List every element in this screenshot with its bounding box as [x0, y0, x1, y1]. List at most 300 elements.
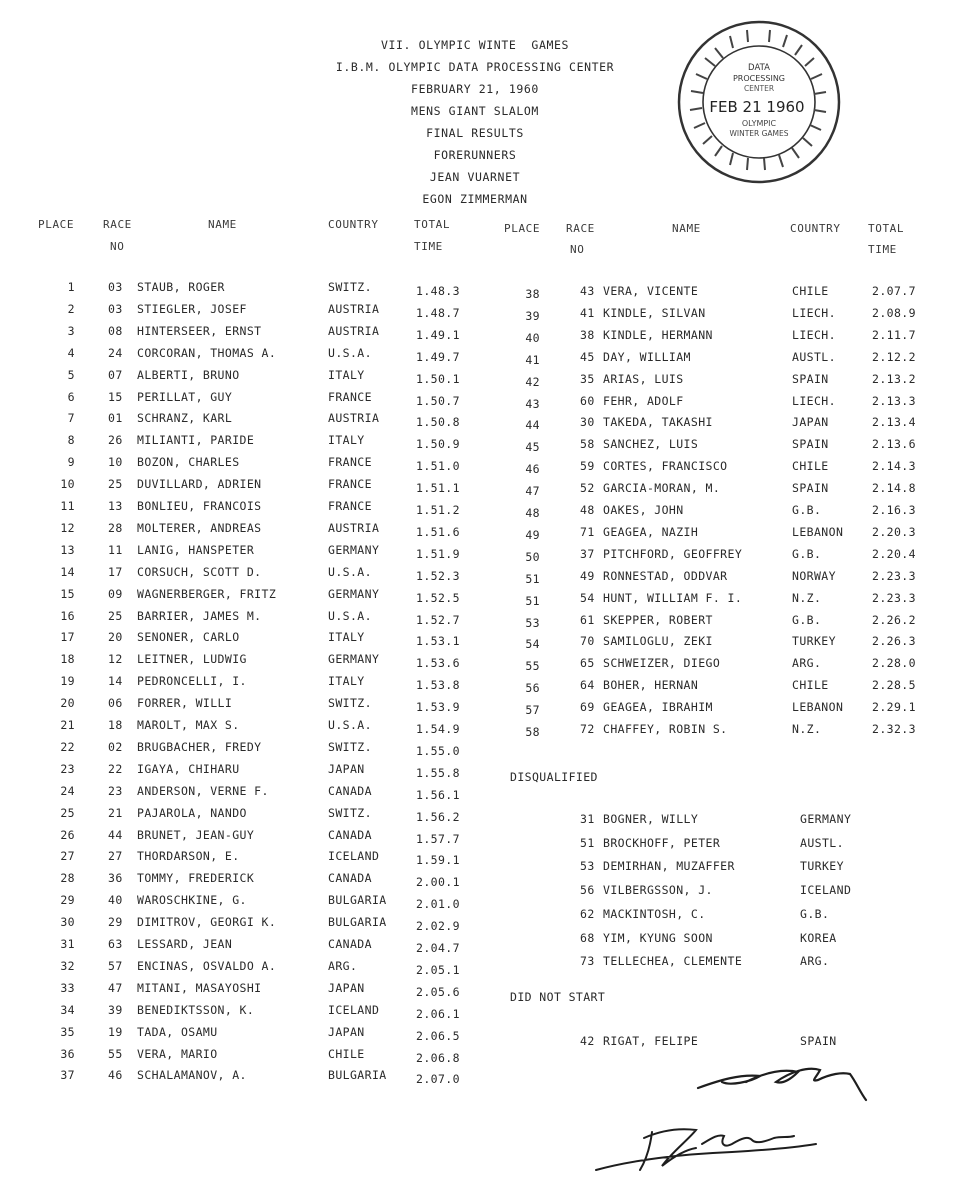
row-name: MOLTERER, ANDREAS: [137, 520, 262, 535]
row-place: 19: [60, 674, 75, 689]
row-place: 6: [67, 389, 75, 404]
row-time: 2.05.6: [416, 984, 460, 999]
row-name: SKEPPER, ROBERT: [603, 612, 713, 627]
row-place: 22: [60, 739, 75, 754]
row-place: 58: [525, 725, 540, 739]
row-place: 3: [67, 323, 75, 338]
row-name: STIEGLER, JOSEF: [137, 301, 247, 316]
row-name: BENEDIKTSSON, K.: [137, 1002, 255, 1017]
row-time: 2.07.0: [416, 1072, 460, 1087]
row-name: HINTERSEER, ERNST: [137, 323, 262, 338]
dq-country: KOREA: [800, 930, 837, 945]
row-country: FRANCE: [328, 499, 372, 513]
row-place: 48: [525, 506, 540, 520]
row-race-no: 20: [108, 630, 123, 645]
row-race-no: 36: [108, 871, 123, 886]
row-place: 15: [60, 586, 75, 601]
row-name: GEAGEA, IBRAHIM: [603, 700, 713, 715]
row-race-no: 10: [108, 455, 123, 470]
dq-name: TELLECHEA, CLEMENTE: [603, 954, 743, 969]
row-time: 2.28.0: [872, 656, 916, 671]
row-race-no: 18: [108, 718, 123, 732]
row-place: 44: [525, 418, 540, 433]
dns-name: RIGAT, FELIPE: [603, 1034, 699, 1048]
row-time: 1.48.3: [416, 284, 460, 298]
dq-name: VILBERGSSON, J.: [603, 883, 713, 898]
row-country: U.S.A.: [328, 345, 372, 360]
dq-country: ARG.: [800, 954, 830, 969]
row-place: 29: [60, 893, 75, 908]
row-time: 1.53.9: [416, 700, 460, 715]
row-race-no: 35: [580, 371, 595, 386]
row-race-no: 60: [580, 393, 595, 408]
row-place: 23: [60, 761, 75, 776]
dq-name: DEMIRHAN, MUZAFFER: [603, 859, 735, 874]
row-race-no: 46: [108, 1068, 123, 1083]
row-race-no: 03: [108, 280, 123, 294]
row-time: 2.11.7: [872, 327, 916, 342]
row-race-no: 24: [108, 345, 123, 360]
row-country: G.B.: [792, 503, 822, 517]
row-time: 2.14.3: [872, 459, 916, 474]
row-name: PERILLAT, GUY: [137, 389, 233, 404]
row-place: 26: [60, 827, 75, 842]
row-race-no: 25: [108, 477, 123, 492]
row-name: SAMILOGLU, ZEKI: [603, 634, 713, 649]
row-name: WAROSCHKINE, G.: [137, 893, 247, 908]
row-country: U.S.A.: [328, 608, 372, 623]
row-country: U.S.A.: [328, 564, 372, 579]
row-country: GERMANY: [328, 542, 380, 557]
dq-race-no: 31: [580, 812, 595, 826]
row-name: BONLIEU, FRANCOIS: [137, 499, 262, 513]
row-name: TOMMY, FREDERICK: [137, 871, 255, 886]
row-name: HUNT, WILLIAM F. I.: [603, 590, 743, 605]
row-country: LEBANON: [792, 524, 844, 539]
row-country: LIECH.: [792, 393, 836, 408]
row-place: 17: [60, 630, 75, 645]
row-name: MAROLT, MAX S.: [137, 718, 240, 732]
row-time: 2.13.4: [872, 415, 916, 430]
row-time: 1.53.8: [416, 678, 460, 693]
row-time: 1.52.5: [416, 590, 460, 605]
dns-race-no: 42: [580, 1034, 595, 1048]
row-name: IGAYA, CHIHARU: [137, 761, 240, 776]
row-time: 1.51.1: [416, 481, 460, 496]
row-time: 2.20.3: [872, 524, 916, 539]
row-time: 1.56.1: [416, 787, 460, 802]
dq-name: BOGNER, WILLY: [603, 812, 699, 826]
row-name: ENCINAS, OSVALDO A.: [137, 958, 277, 973]
row-country: CANADA: [328, 827, 372, 842]
row-race-no: 64: [580, 678, 595, 693]
row-place: 56: [525, 681, 540, 696]
row-name: ALBERTI, BRUNO: [137, 367, 240, 382]
row-place: 33: [60, 980, 75, 995]
row-place: 21: [60, 718, 75, 732]
row-race-no: 47: [108, 980, 123, 995]
row-race-no: 29: [108, 915, 123, 930]
row-country: GERMANY: [328, 652, 380, 667]
row-race-no: 37: [580, 546, 595, 561]
row-time: 2.23.3: [872, 590, 916, 605]
row-time: 2.02.9: [416, 919, 460, 934]
row-country: SWITZ.: [328, 696, 372, 711]
row-country: FRANCE: [328, 477, 372, 492]
row-country: SPAIN: [792, 481, 829, 496]
row-place: 45: [525, 440, 540, 455]
row-race-no: 22: [108, 761, 123, 776]
row-time: 1.51.6: [416, 524, 460, 539]
row-place: 4: [67, 345, 75, 360]
row-name: KINDLE, HERMANN: [603, 327, 713, 342]
right-header-country: COUNTRY: [790, 222, 841, 235]
row-country: N.Z.: [792, 590, 822, 605]
row-race-no: 61: [580, 612, 595, 627]
row-place: 32: [60, 958, 75, 973]
row-place: 46: [525, 462, 540, 477]
left-header-country: COUNTRY: [328, 218, 379, 231]
row-time: 1.51.0: [416, 459, 460, 474]
row-country: FRANCE: [328, 389, 372, 404]
row-place: 39: [525, 308, 540, 323]
right-header-race: RACE: [566, 222, 595, 235]
row-country: SPAIN: [792, 437, 829, 452]
row-country: AUSTRIA: [328, 411, 380, 426]
row-place: 7: [67, 411, 75, 426]
did-not-start-title: DID NOT START: [510, 990, 606, 1004]
row-place: 57: [525, 703, 540, 718]
row-place: 43: [525, 396, 540, 411]
row-race-no: 72: [580, 722, 595, 736]
row-name: BRUNET, JEAN-GUY: [137, 827, 255, 842]
left-header-race-no: NO: [110, 240, 125, 253]
row-race-no: 26: [108, 433, 123, 448]
row-country: AUSTRIA: [328, 323, 380, 338]
row-race-no: 65: [580, 656, 595, 671]
row-name: SCHALAMANOV, A.: [137, 1068, 247, 1083]
row-name: WAGNERBERGER, FRITZ: [137, 586, 277, 601]
row-time: 2.13.6: [872, 437, 916, 452]
row-race-no: 70: [580, 634, 595, 649]
row-time: 2.06.5: [416, 1028, 460, 1043]
dq-race-no: 53: [580, 859, 595, 874]
dq-race-no: 56: [580, 883, 595, 898]
row-place: 2: [67, 301, 75, 316]
row-country: CANADA: [328, 871, 372, 886]
header-line: VII. OLYMPIC WINTE GAMES: [380, 38, 570, 52]
row-name: FEHR, ADOLF: [603, 393, 684, 408]
row-place: 38: [525, 287, 540, 301]
row-country: BULGARIA: [328, 1068, 387, 1083]
row-country: G.B.: [792, 546, 822, 561]
row-time: 1.55.8: [416, 765, 460, 780]
row-place: 1: [67, 280, 75, 294]
row-time: 1.54.9: [416, 722, 460, 736]
row-time: 2.28.5: [872, 678, 916, 693]
row-time: 1.55.0: [416, 743, 460, 758]
row-race-no: 63: [108, 937, 123, 951]
dq-country: AUSTL.: [800, 835, 844, 850]
row-place: 12: [60, 520, 75, 535]
stamp-line2: PROCESSING: [732, 74, 786, 83]
row-place: 10: [60, 477, 75, 492]
row-race-no: 19: [108, 1024, 123, 1039]
row-race-no: 52: [580, 481, 595, 496]
row-race-no: 06: [108, 696, 123, 711]
row-time: 2.05.1: [416, 962, 460, 977]
row-place: 40: [525, 330, 540, 345]
dq-name: BROCKHOFF, PETER: [603, 835, 721, 850]
row-place: 54: [525, 637, 540, 652]
right-header-place: PLACE: [504, 222, 541, 235]
row-name: STAUB, ROGER: [137, 280, 225, 294]
row-place: 35: [60, 1024, 75, 1039]
row-name: ARIAS, LUIS: [603, 371, 684, 386]
stamp-line1: DATA: [748, 63, 770, 73]
row-country: TURKEY: [792, 634, 836, 649]
row-country: LEBANON: [792, 700, 844, 715]
row-name: OAKES, JOHN: [603, 503, 684, 517]
row-place: 30: [60, 915, 75, 930]
header-line: MENS GIANT SLALOM: [411, 104, 539, 118]
signature-bottom: [592, 1108, 822, 1188]
row-race-no: 57: [108, 958, 123, 973]
row-country: AUSTRIA: [328, 520, 380, 535]
row-place: 25: [60, 805, 75, 820]
row-race-no: 02: [108, 739, 123, 754]
row-place: 53: [525, 615, 540, 630]
left-header-name: NAME: [208, 218, 237, 231]
row-name: PAJAROLA, NANDO: [137, 805, 247, 820]
row-country: LIECH.: [792, 327, 836, 342]
row-race-no: 40: [108, 893, 123, 908]
row-name: FORRER, WILLI: [137, 696, 233, 711]
row-country: CHILE: [792, 459, 829, 474]
right-header-time: TIME: [868, 243, 897, 256]
row-place: 55: [525, 659, 540, 674]
row-name: LANIG, HANSPETER: [137, 542, 255, 557]
row-name: BARRIER, JAMES M.: [137, 608, 262, 623]
row-country: FRANCE: [328, 455, 372, 470]
row-country: SPAIN: [792, 371, 829, 386]
row-country: NORWAY: [792, 568, 836, 583]
row-race-no: 25: [108, 608, 123, 623]
dq-country: ICELAND: [800, 883, 852, 898]
row-place: 5: [67, 367, 75, 382]
row-place: 27: [60, 849, 75, 864]
row-country: BULGARIA: [328, 915, 387, 930]
row-name: CORCORAN, THOMAS A.: [137, 345, 277, 360]
row-country: SWITZ.: [328, 739, 372, 754]
row-place: 41: [525, 352, 540, 367]
row-time: 2.12.2: [872, 349, 916, 364]
row-name: SENONER, CARLO: [137, 630, 240, 645]
row-race-no: 01: [108, 411, 123, 426]
header-line: I.B.M. OLYMPIC DATA PROCESSING CENTER: [335, 60, 615, 74]
row-name: BOHER, HERNAN: [603, 678, 699, 693]
row-country: CHILE: [328, 1046, 365, 1061]
row-race-no: 45: [580, 349, 595, 364]
row-time: 1.50.8: [416, 415, 460, 430]
row-country: U.S.A.: [328, 718, 372, 732]
row-name: CORSUCH, SCOTT D.: [137, 564, 262, 579]
row-name: ANDERSON, VERNE F.: [137, 783, 269, 798]
row-place: 47: [525, 484, 540, 499]
dq-race-no: 68: [580, 930, 595, 945]
row-country: ICELAND: [328, 1002, 380, 1017]
left-header-time: TIME: [414, 240, 443, 253]
row-race-no: 27: [108, 849, 123, 864]
row-time: 2.16.3: [872, 503, 916, 517]
row-time: 1.53.1: [416, 634, 460, 649]
row-time: 2.13.3: [872, 393, 916, 408]
row-country: JAPAN: [328, 761, 365, 776]
row-time: 2.26.3: [872, 634, 916, 649]
row-time: 1.50.9: [416, 437, 460, 452]
row-race-no: 07: [108, 367, 123, 382]
row-race-no: 49: [580, 568, 595, 583]
row-country: ITALY: [328, 367, 365, 382]
row-country: AUSTRIA: [328, 301, 380, 316]
dq-race-no: 51: [580, 835, 595, 850]
row-country: N.Z.: [792, 722, 822, 736]
row-place: 34: [60, 1002, 75, 1017]
row-name: DUVILLARD, ADRIEN: [137, 477, 262, 492]
row-race-no: 59: [580, 459, 595, 474]
dns-country: SPAIN: [800, 1034, 837, 1048]
dq-country: TURKEY: [800, 859, 844, 874]
row-race-no: 38: [580, 327, 595, 342]
row-place: 31: [60, 937, 75, 951]
row-time: 2.08.9: [872, 305, 916, 320]
disqualified-title: DISQUALIFIED: [510, 770, 598, 784]
row-time: 2.14.8: [872, 481, 916, 496]
row-time: 2.06.1: [416, 1006, 460, 1021]
row-race-no: 28: [108, 520, 123, 535]
row-name: VERA, VICENTE: [603, 284, 699, 298]
row-race-no: 17: [108, 564, 123, 579]
row-name: VERA, MARIO: [137, 1046, 218, 1061]
signature-top: [690, 1052, 890, 1112]
row-race-no: 23: [108, 783, 123, 798]
row-time: 2.32.3: [872, 722, 916, 736]
row-race-no: 43: [580, 284, 595, 298]
row-time: 2.20.4: [872, 546, 916, 561]
row-time: 2.29.1: [872, 700, 916, 715]
header-line: JEAN VUARNET: [429, 170, 521, 184]
row-country: ICELAND: [328, 849, 380, 864]
row-name: MITANI, MASAYOSHI: [137, 980, 262, 995]
row-country: ITALY: [328, 433, 365, 448]
row-time: 2.26.2: [872, 612, 916, 627]
row-time: 1.50.7: [416, 393, 460, 408]
row-country: LIECH.: [792, 305, 836, 320]
left-header-total: TOTAL: [414, 218, 451, 231]
row-name: SANCHEZ, LUIS: [603, 437, 699, 452]
row-country: CHILE: [792, 678, 829, 693]
row-place: 9: [67, 455, 75, 470]
row-place: 8: [67, 433, 75, 448]
row-place: 42: [525, 374, 540, 389]
row-place: 11: [60, 499, 75, 513]
row-time: 1.49.1: [416, 327, 460, 342]
row-name: KINDLE, SILVAN: [603, 305, 706, 320]
left-header-race: RACE: [103, 218, 132, 231]
row-name: BOZON, CHARLES: [137, 455, 240, 470]
row-name: THORDARSON, E.: [137, 849, 240, 864]
row-race-no: 15: [108, 389, 123, 404]
row-time: 2.01.0: [416, 897, 460, 912]
row-race-no: 30: [580, 415, 595, 430]
header-line: FEBRUARY 21, 1960: [411, 82, 539, 96]
row-name: DIMITROV, GEORGI K.: [137, 915, 277, 930]
dq-name: YIM, KYUNG SOON: [603, 930, 713, 945]
row-place: 14: [60, 564, 75, 579]
row-race-no: 14: [108, 674, 123, 689]
row-race-no: 55: [108, 1046, 123, 1061]
row-time: 2.13.2: [872, 371, 916, 386]
row-name: DAY, WILLIAM: [603, 349, 691, 364]
row-place: 28: [60, 871, 75, 886]
right-header-name: NAME: [672, 222, 701, 235]
stamp-line5: OLYMPIC: [741, 119, 777, 128]
row-name: TAKEDA, TAKASHI: [603, 415, 713, 430]
row-place: 18: [60, 652, 75, 667]
row-name: PEDRONCELLI, I.: [137, 674, 247, 689]
row-place: 50: [525, 549, 540, 564]
row-country: JAPAN: [792, 415, 829, 430]
dq-country: GERMANY: [800, 812, 852, 826]
header-line: FINAL RESULTS: [426, 126, 524, 140]
row-country: ARG.: [328, 958, 358, 973]
row-name: PITCHFORD, GEOFFREY: [603, 546, 743, 561]
row-time: 1.51.9: [416, 546, 460, 561]
row-name: RONNESTAD, ODDVAR: [603, 568, 728, 583]
right-header-race-no: NO: [570, 243, 585, 256]
row-name: GEAGEA, NAZIH: [603, 524, 699, 539]
row-place: 16: [60, 608, 75, 623]
row-country: G.B.: [792, 612, 822, 627]
row-race-no: 11: [108, 542, 123, 557]
row-race-no: 69: [580, 700, 595, 715]
row-place: 51: [525, 571, 540, 586]
row-time: 2.07.7: [872, 284, 916, 298]
row-time: 1.48.7: [416, 305, 460, 320]
row-place: 24: [60, 783, 75, 798]
header-line: FORERUNNERS: [433, 148, 517, 162]
row-place: 51: [525, 593, 540, 608]
row-time: 2.00.1: [416, 875, 460, 890]
row-country: ITALY: [328, 674, 365, 689]
row-time: 1.59.1: [416, 853, 460, 868]
row-name: MILIANTI, PARIDE: [137, 433, 255, 448]
row-country: CHILE: [792, 284, 829, 298]
right-header-total: TOTAL: [868, 222, 905, 235]
stamp-line3: CENTER: [743, 84, 775, 93]
row-name: SCHWEIZER, DIEGO: [603, 656, 721, 671]
row-place: 13: [60, 542, 75, 557]
dq-race-no: 62: [580, 906, 595, 921]
row-race-no: 58: [580, 437, 595, 452]
row-race-no: 48: [580, 503, 595, 517]
row-time: 1.52.3: [416, 568, 460, 583]
row-race-no: 54: [580, 590, 595, 605]
row-race-no: 41: [580, 305, 595, 320]
row-name: CHAFFEY, ROBIN S.: [603, 722, 728, 736]
row-name: GARCIA-MORAN, M.: [603, 481, 721, 496]
row-place: 36: [60, 1046, 75, 1061]
